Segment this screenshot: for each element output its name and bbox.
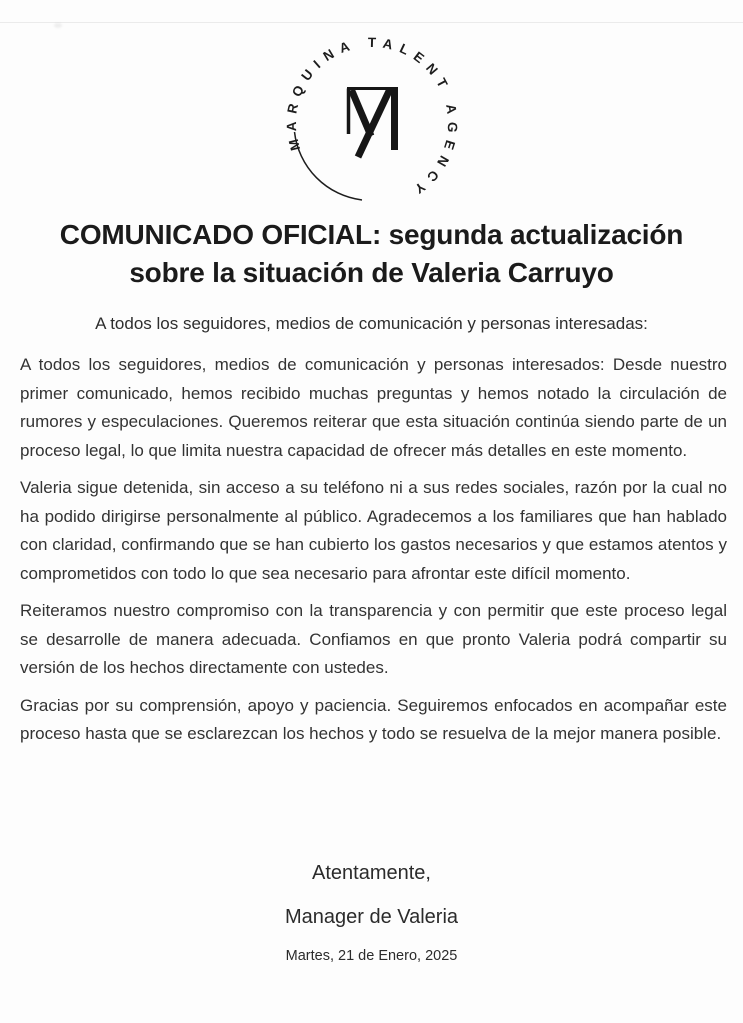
- valediction: Atentamente,: [312, 862, 431, 884]
- logo-ring-text: MARQUINA TALENT AGENCY: [283, 34, 461, 200]
- salutation-line: A todos los seguidores, medios de comunicación y personas interesadas:: [95, 314, 648, 333]
- statement-body: [20, 351, 727, 758]
- statement-paragraph-1: A todos los seguidores, medios de comunicación y personas interesados: Desde nuestro primer comunicado, hemos recibido muchas preguntas y hemos notado la circulación de rumores y especulaciones. Queremos reiterar que esta situación continúa siendo parte de un proceso legal, lo que limita nuestra capacidad de ofrecer más detalles en este momento.: [20, 355, 727, 460]
- statement-title-line1: COMUNICADO OFICIAL: segunda actualización: [59, 219, 684, 250]
- logo-circle-arc: [295, 132, 363, 200]
- statement-title-line2: sobre la situación de Valeria Carruyo: [129, 257, 614, 288]
- statement-title: [0, 216, 743, 292]
- scan-artifact-smudge: [54, 23, 62, 28]
- statement-paragraph-4: Gracias por su comprensión, apoyo y paciencia. Seguiremos enfocados en acompañar este proceso hasta que se esclarezcan los hechos y todo se resuelva de la mejor manera posible.: [20, 695, 727, 743]
- statement-paragraph-2: Valeria sigue detenida, sin acceso a su teléfono ni a sus redes sociales, razón por la cual no ha podido dirigirse personalmente al público. Agradecemos a los familiares que han hablado con claridad, confirmando que se han cubierto los gastos necesarios y que estamos atentos y comprometidos con todo lo que sea necesario para afrontar este difícil momento.: [20, 478, 727, 583]
- statement-paragraph-3: Reiteramos nuestro compromiso con la transparencia y con permitir que este proceso legal se desarrolle de manera adecuada. Confiamos en que pronto Valeria podrá compartir su versión de los hechos directamente con ustedes.: [20, 601, 727, 677]
- scan-artifact-line: [0, 22, 743, 23]
- date-line: Martes, 21 de Enero, 2025: [285, 948, 458, 964]
- logo-ring-text-holder: [284, 35, 460, 199]
- agency-logo-svg: [277, 26, 467, 216]
- agency-logo: [277, 26, 467, 216]
- signature: Manager de Valeria: [284, 906, 459, 928]
- tm-monogram-icon: [347, 89, 398, 158]
